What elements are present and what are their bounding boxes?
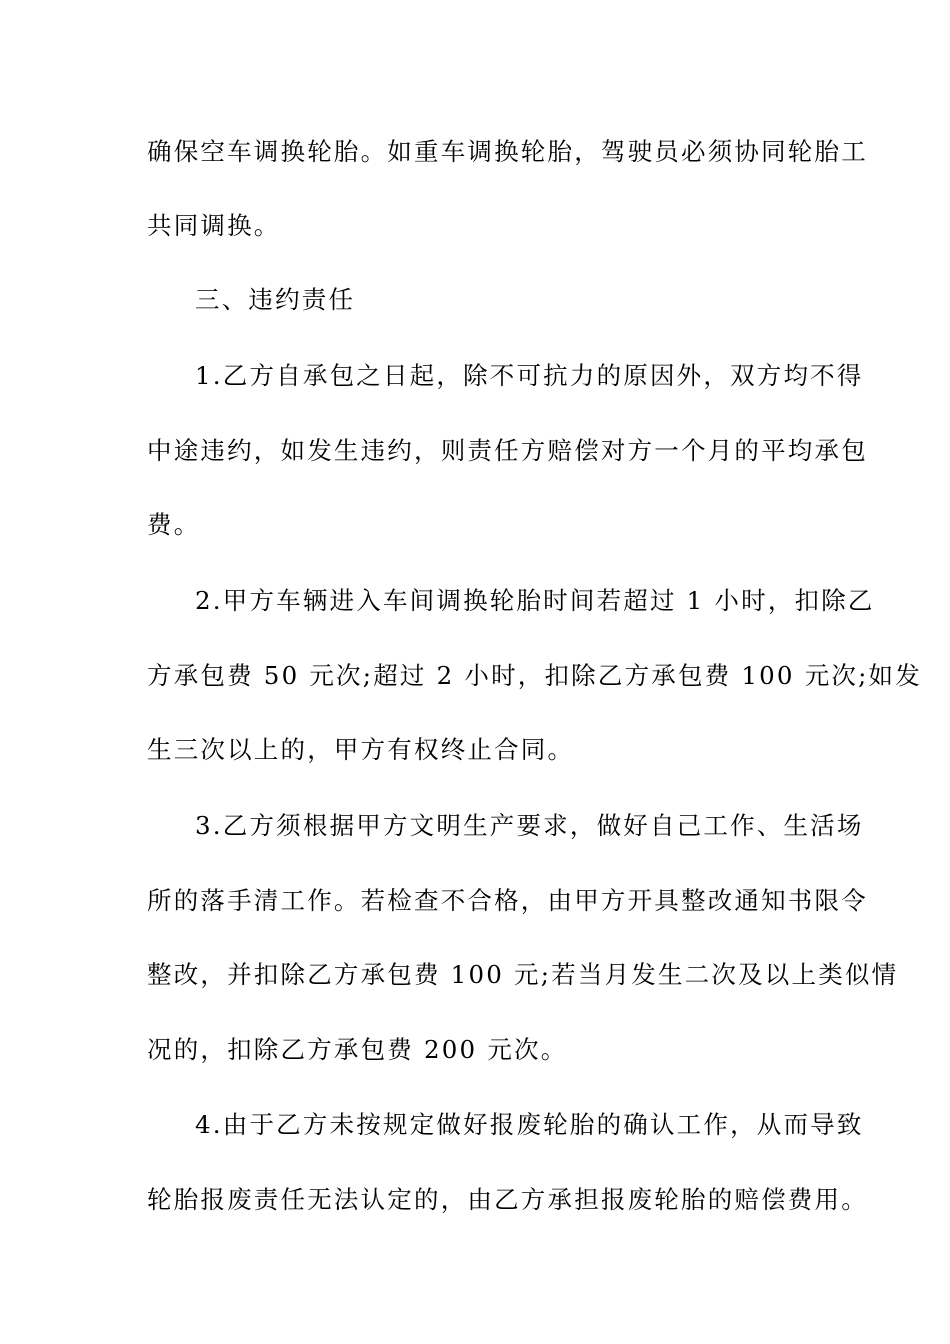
body-text-line: 确保空车调换轮胎。如重车调换轮胎，驾驶员必须协同轮胎工 xyxy=(147,137,868,166)
clause-1-line: 中途违约，如发生违约，则责任方赔偿对方一个月的平均承包 xyxy=(147,436,868,465)
clause-2-line: 生三次以上的，甲方有权终止合同。 xyxy=(147,735,575,764)
clause-1-line: 费。 xyxy=(147,510,201,539)
clause-4-line: 4.由于乙方未按规定做好报废轮胎的确认工作，从而导致 xyxy=(195,1110,864,1139)
clause-4-line: 轮胎报废责任无法认定的，由乙方承担报废轮胎的赔偿费用。 xyxy=(147,1185,868,1214)
clause-3-line: 3.乙方须根据甲方文明生产要求，做好自己工作、生活场 xyxy=(195,811,864,840)
body-text-line: 共同调换。 xyxy=(147,211,281,240)
clause-1-line: 1.乙方自承包之日起，除不可抗力的原因外，双方均不得 xyxy=(195,361,864,390)
section-heading: 三、违约责任 xyxy=(195,285,356,314)
clause-2-line: 方承包费 50 元次;超过 2 小时，扣除乙方承包费 100 元次;如发 xyxy=(147,661,922,690)
clause-3-line: 所的落手清工作。若检查不合格，由甲方开具整改通知书限令 xyxy=(147,886,868,915)
clause-3-line: 况的，扣除乙方承包费 200 元次。 xyxy=(147,1035,568,1064)
clause-2-line: 2.甲方车辆进入车间调换轮胎时间若超过 1 小时，扣除乙 xyxy=(195,586,875,615)
clause-3-line: 整改，并扣除乙方承包费 100 元;若当月发生二次及以上类似情 xyxy=(147,960,899,989)
